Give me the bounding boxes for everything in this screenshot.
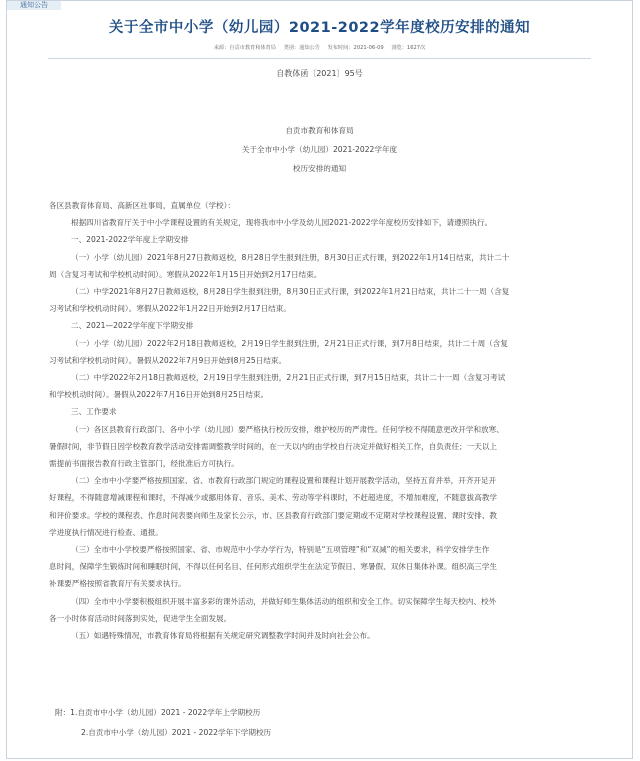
paragraph-line: 暑假时间，非节假日因学校教育教学活动安排需调整教学时间的，在一天以内的由学校自行决定并做好相关工作，自负责任；一天以上	[49, 441, 498, 451]
paragraph-line: 和评价要求。学校的课程表、作息时间表要向师生及家长公示，市、区县教育行政部门要定期或不定期对学校课程设置、课时安排、教	[49, 510, 498, 520]
paragraph-line: 各一小时体育活动时间落到实处，促进学生全面发展。	[49, 613, 232, 623]
paragraph-line: 学进度执行情况进行检查、通报。	[49, 527, 163, 537]
issuer-name: 自贡市教育和体育局	[285, 126, 354, 135]
paragraph-line: 习考试和学校机动时间）。寒假从2022年1月22日开始到2月17日结束。	[49, 304, 291, 314]
article-frame	[6, 0, 633, 759]
attachment-link-1[interactable]: 附：1.自贡市中小学（幼儿园）2021 - 2022学年上学期校历	[55, 708, 261, 717]
paragraph-line: （三）全市中小学校要严格按照国家、省、市规范中小学办学行为，特别是“五项管理”和“双减”的相关要求，科学安排学生作	[71, 545, 490, 555]
paragraph-line: 好课程，不得随意增减课程和课时，不得减少或挪用体育、音乐、美术、劳动等学科课时，不赶超进度，不增加难度，不随意拔高教学	[49, 493, 498, 503]
document-number: 自教体函〔2021〕95号	[276, 69, 363, 78]
meta-views: 浏览：1627次	[391, 45, 426, 51]
salutation: 各区县教育体育局、高新区社事局，直属单位（学校）：	[49, 201, 236, 210]
paragraph-line: （二）中学2022年2月18日教师返校，2月19日学生报到注册，2月21日正式行课，到7月15日结束，共计二十一周（含复习考试	[71, 373, 506, 383]
paragraph-line: （二）中学2021年8月27日教师返校，8月28日学生报到注册，8月30日正式行课，到2022年1月21日结束，共计二十一周（含复	[71, 287, 510, 297]
section-1-heading: 一、2021-2022学年度上学期安排	[71, 235, 189, 245]
title-divider	[48, 58, 591, 59]
attachments	[49, 703, 589, 743]
attachment-link-2[interactable]: 2.自贡市中小学（幼儿园）2021 - 2022学年下学期校历	[81, 728, 272, 737]
paragraph-line: （一）小学（幼儿园）2021年8月27日教师返校，8月28日学生报到注册，8月30日正式行课，到2022年1月14日结束，共计二十	[71, 252, 510, 262]
paragraph-line: （五）如遇特殊情况，市教育体育局将根据有关规定研究调整教学时间并及时向社会公布。	[71, 631, 375, 641]
meta-category: 类别：通知公告	[283, 45, 320, 51]
page-title: 关于全市中小学（幼儿园）2021-2022学年度校历安排的通知	[108, 20, 531, 36]
intro-paragraph: 根据四川省教育厅关于中小学课程设置的有关规定，现将我市中小学及幼儿园2021-2022学年度校历安排如下，请遵照执行。	[71, 218, 493, 228]
meta-source: 来源：自贡市教育和体育局	[213, 45, 276, 51]
paragraph-line: 和学校机动时间）。暑假从2022年7月16日开始到8月25日结束。	[49, 390, 269, 400]
paragraph-line: 需提前书面报告教育行政主管部门，经批准后方可执行。	[49, 459, 239, 469]
paragraph-line: （二）全市中小学要严格按照国家、省、市教育行政部门规定的课程设置和课程计划开展教学活动，坚持五育并举，开齐开足开	[71, 476, 497, 486]
paragraph-line: 息时间，保障学生锻炼时间和睡眠时间，不得以任何名目、任何形式组织学生在法定节假日、寒暑假、双休日集体补课。组织高三学生	[49, 562, 498, 572]
meta-date: 发布时间：2021-06-09	[327, 45, 384, 51]
section-3-heading: 三、工作要求	[71, 407, 117, 417]
paragraph-line: （一）各区县教育行政部门、各中小学（幼儿园）要严格执行校历安排，维护校历的严肃性。任何学校不得随意更改开学和放寒、	[71, 424, 504, 434]
section-tab[interactable]: 通知公告	[7, 1, 61, 10]
notice-title-line-1: 关于全市中小学（幼儿园）2021-2022学年度	[241, 145, 398, 154]
notice-title-line-2: 校历安排的通知	[292, 164, 347, 173]
article-meta	[7, 44, 632, 51]
section-2-heading: 二、2021—2022学年度下学期安排	[71, 321, 194, 331]
paragraph-line: （四）全市中小学要积极组织开展丰富多彩的课外活动，并做好师生集体活动的组织和安全工作。切实保障学生每天校内、校外	[71, 596, 497, 606]
notice-body	[49, 197, 589, 644]
paragraph-line: 补课要严格按照省教育厅有关要求执行。	[49, 579, 186, 589]
paragraph-line: （一）小学（幼儿园）2022年2月18日教师返校，2月19日学生报到注册，2月21日正式行课，到7月8日结束，共计二十周（含复	[71, 338, 508, 348]
paragraph-line: 习考试和学校机动时间）。暑假从2022年7月9日开始到8月25日结束。	[49, 355, 287, 365]
paragraph-line: 周（含复习考试和学校机动时间）。寒假从2022年1月15日开始到2月17日结束。	[49, 269, 322, 279]
